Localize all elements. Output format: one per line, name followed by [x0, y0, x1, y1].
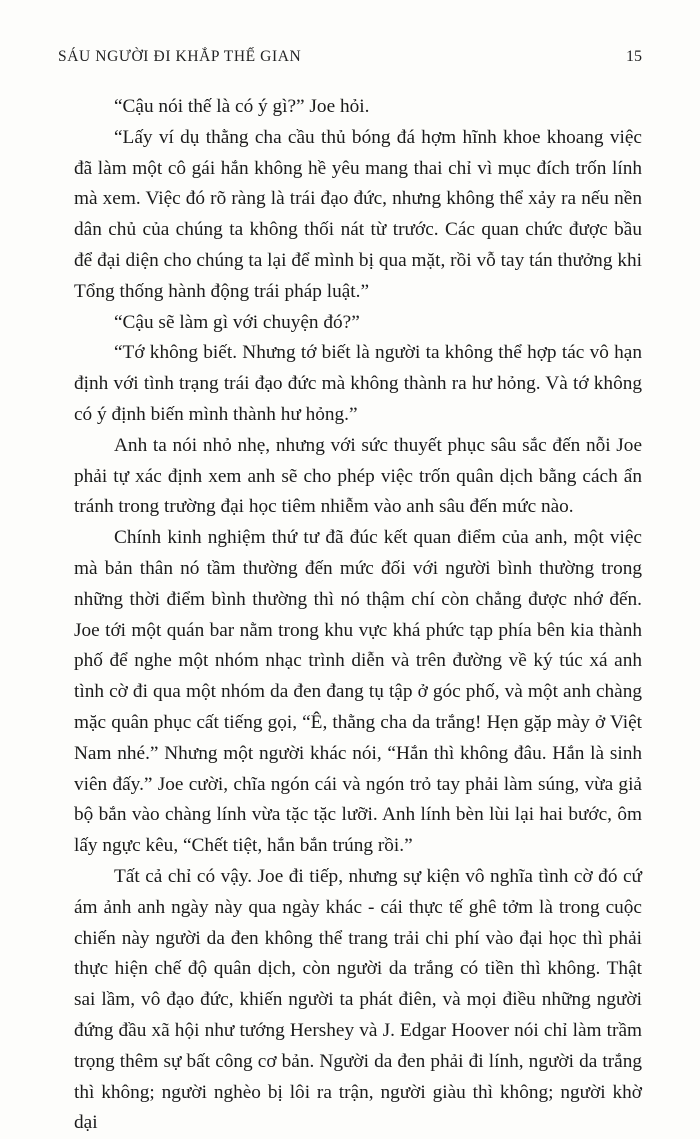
paragraph-5: Anh ta nói nhỏ nhẹ, nhưng với sức thuyết phục sâu sắc đến nỗi Joe phải tự xác định xem anh sẽ cho phép việc trốn quân dịch bằng cách ẩn tránh trong trường đại học tiêm nhiễm vào anh sâu đến mức nào. — [74, 434, 642, 518]
paragraph-4: “Tớ không biết. Nhưng tớ biết là người ta không thể hợp tác vô hạn định với tình trạng trái đạo đức mà không thành ra hư hỏng. Và tớ không có ý định biến mình thành hư hỏng.” — [74, 342, 642, 425]
running-title: SÁU NGƯỜI ĐI KHẮP THẾ GIAN — [58, 48, 302, 65]
paragraph-3: “Cậu sẽ làm gì với chuyện đó?” — [114, 311, 360, 333]
paragraph-1: “Cậu nói thế là có ý gì?” Joe hỏi. — [114, 96, 370, 117]
paragraph-2: “Lấy ví dụ thằng cha cầu thủ bóng đá hợm hĩnh khoe khoang việc đã làm một cô gái hắn không hề yêu mang thai chỉ vì mục đích trốn lính mà xem. Việc đó rõ ràng là trái đạo đức, nhưng không thể xảy ra nếu nền dân chủ của chúng ta không thối nát từ trước. Các quan chức được bầu để đại diện cho chúng ta lại để mình bị qua mặt, rồi vỗ tay tán thưởng khi Tổng thống hành động trái pháp luật.” — [74, 126, 642, 302]
page-number: 15 — [626, 48, 642, 65]
page-header — [58, 46, 642, 76]
body-text — [74, 92, 642, 1139]
paragraph-7: Tất cả chỉ có vậy. Joe đi tiếp, nhưng sự kiện vô nghĩa tình cờ đó cứ ám ảnh anh ngày này qua ngày khác - cái thực tế ghê tởm là trong cuộc chiến này người da đen không thể trang trải chi phí vào đại học thì phải thực hiện chế độ quân dịch, còn người da trắng có tiền thì không. Thật sai lầm, vô đạo đức, khiến người ta phát điên, và mọi điều những người đứng đầu xã hội như tướng Hershey và J. Edgar Hoover nói chỉ làm trầm trọng thêm sự bất công cơ bản. Người da đen phải đi lính, người da trắng thì không; người nghèo bị lôi ra trận, người giàu thì không; người khờ dại — [74, 865, 642, 1134]
paragraph-6: Chính kinh nghiệm thứ tư đã đúc kết quan điểm của anh, một việc mà bản thân nó tầm thường đến mức đối với người bình thường trong những thời điểm bình thường thì nó thậm chí còn chẳng được nhớ đến. Joe tới một quán bar nằm trong khu vực khá phức tạp phía bên kia thành phố để nghe một nhóm nhạc trình diễn và trên đường về ký túc xá anh tình cờ đi qua một nhóm da đen đang tụ tập ở góc phố, và một anh chàng mặc quân phục cất tiếng gọi, “Ê, thằng cha da trắng! Hẹn gặp mày ở Việt Nam nhé.” Nhưng một người khác nói, “Hắn thì không đâu. Hắn là sinh viên đấy.” Joe cười, chĩa ngón cái và ngón trỏ tay phải làm súng, vừa giả bộ bắn vào chàng lính vừa tặc tặc lưỡi. Anh lính bèn lùi lại hai bước, ôm lấy ngực kêu, “Chết tiệt, hắn bắn trúng rồi.” — [74, 527, 642, 857]
